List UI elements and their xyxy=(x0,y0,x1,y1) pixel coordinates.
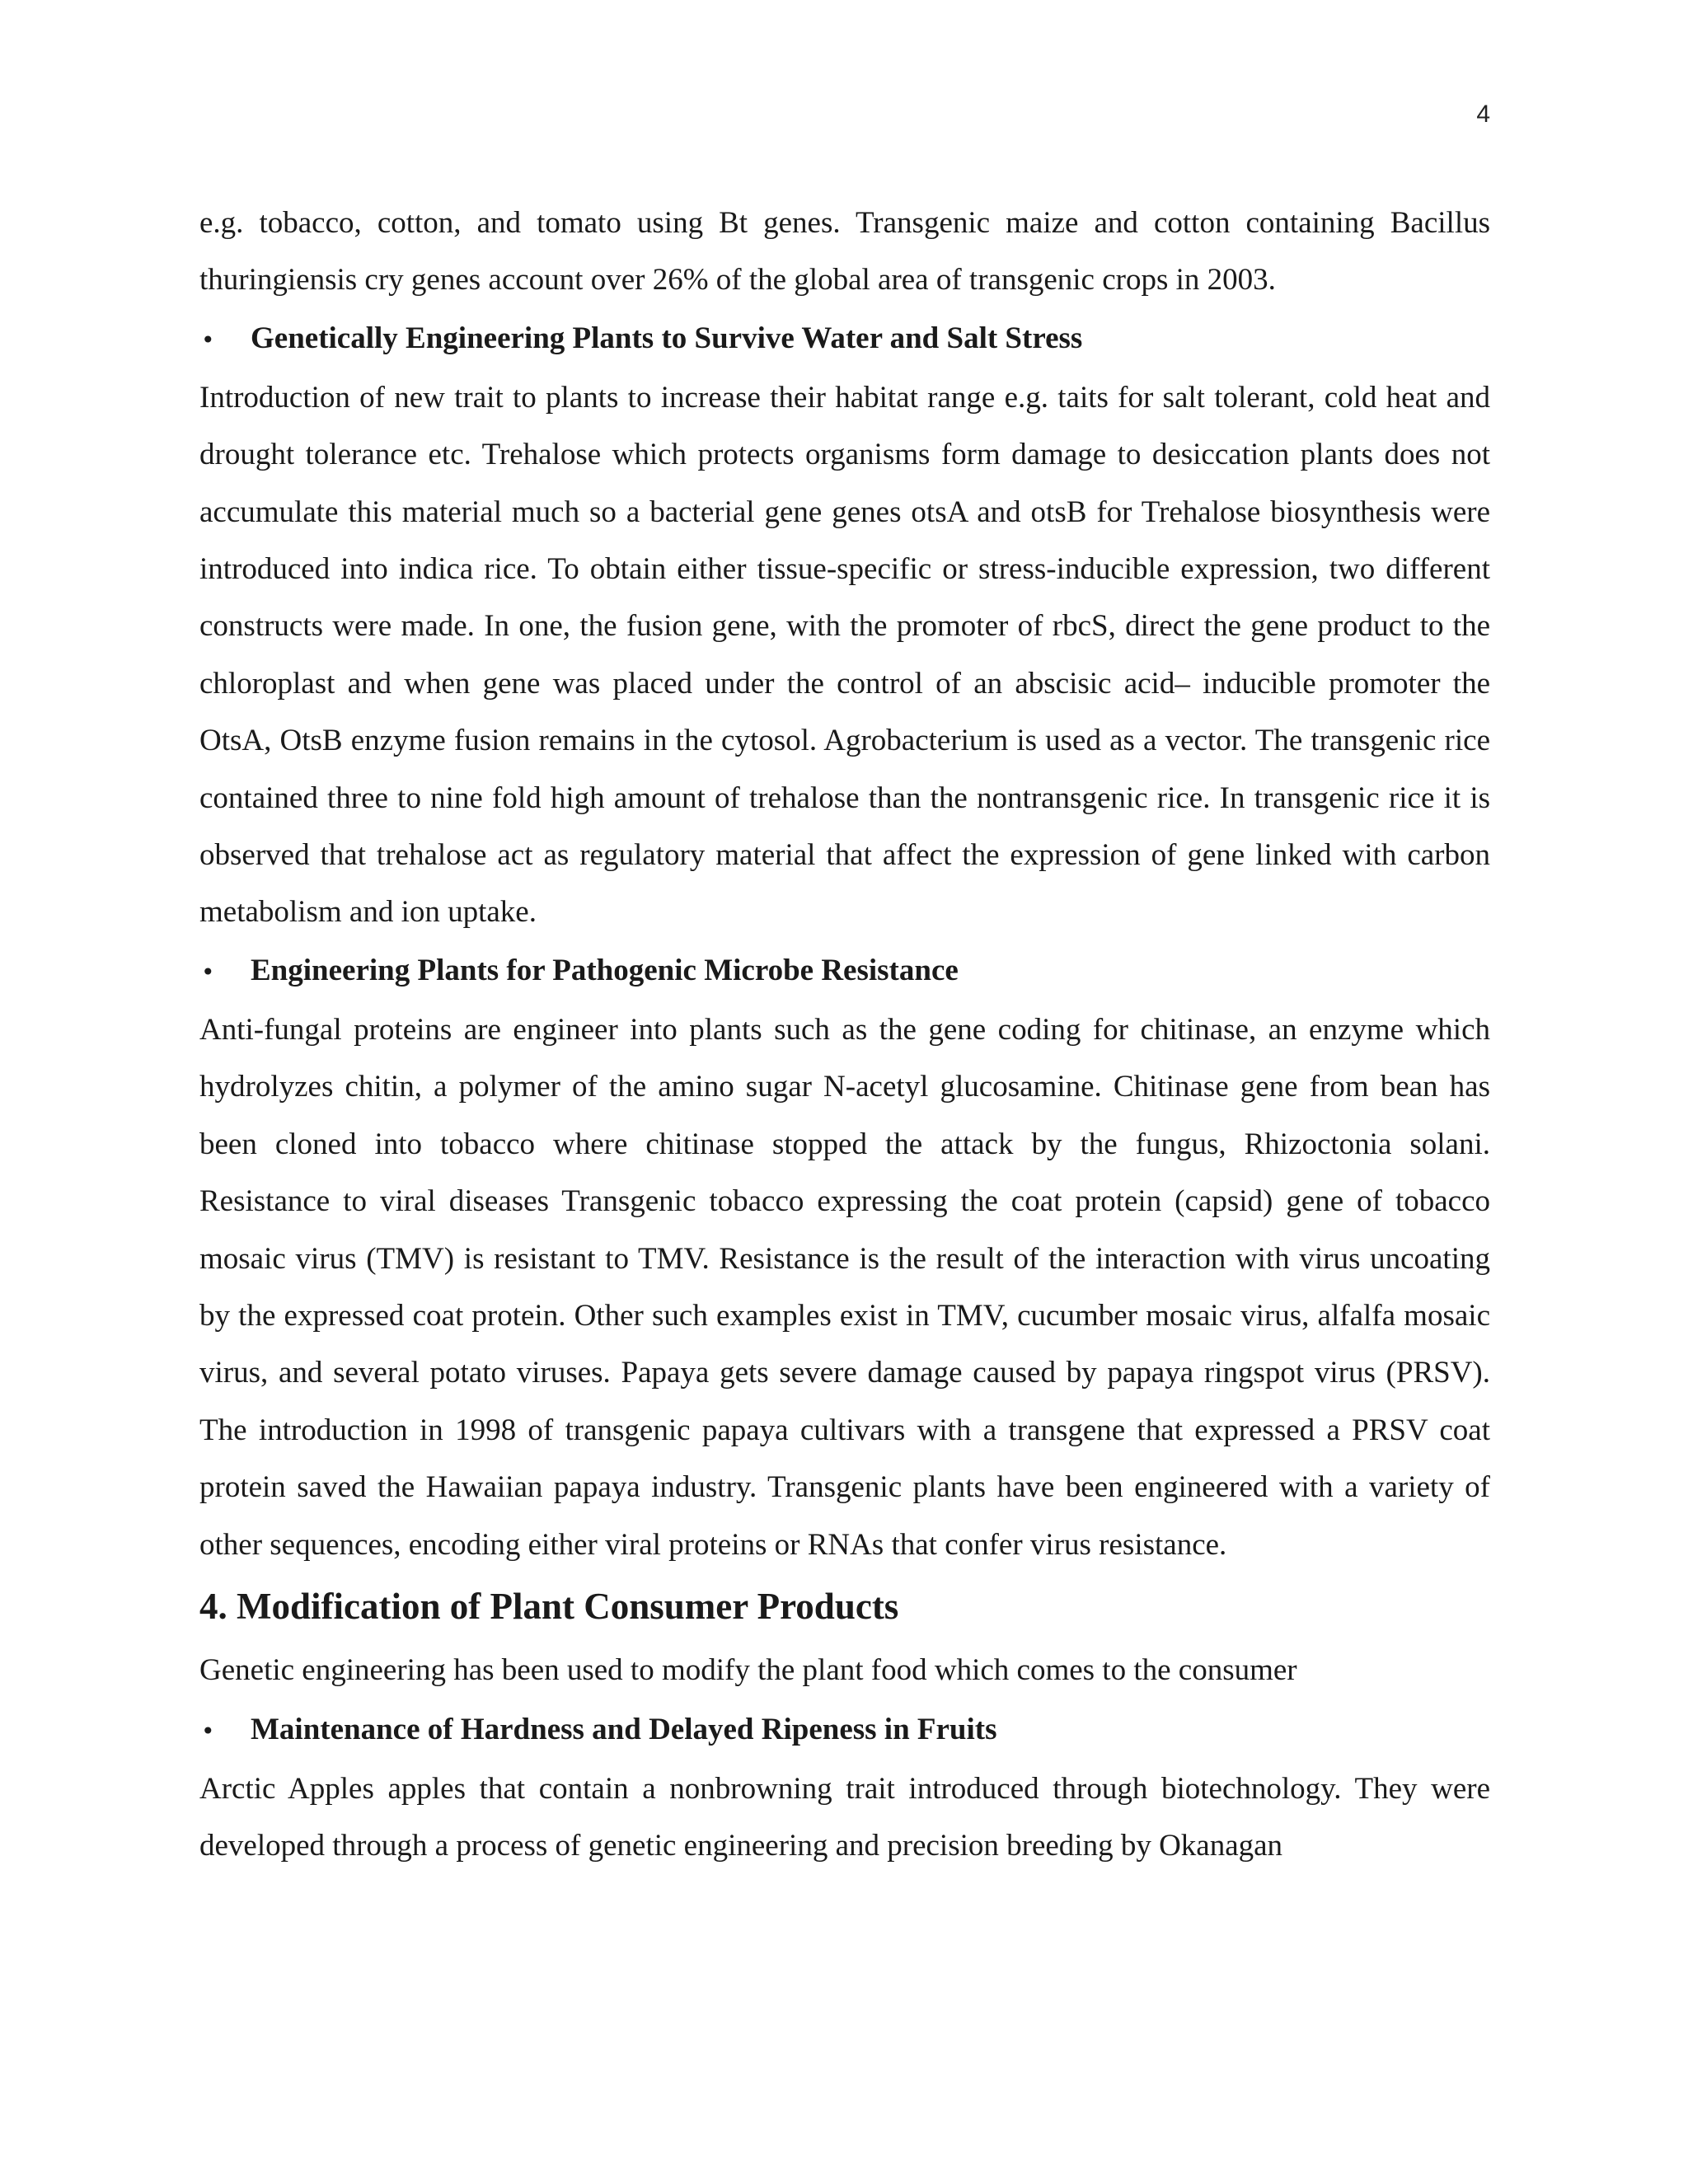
paragraph-pathogen-resistance: Anti-fungal proteins are engineer into plants such as the gene coding for chitinase, an enzyme which hydrolyzes chitin, a polymer of the amino sugar N-acetyl glucosamine. Chitinase gene from bean has been cloned into tobacco where chitinase stopped the attack by the fungus, Rhizoctonia solani. Resistance to viral diseases Transgenic tobacco expressing the coat protein (capsid) gene of tobacco mosaic virus (TMV) is resistant to TMV. Resistance is the result of the interaction with virus uncoating by the expressed coat protein. Other such examples exist in TMV, cucumber mosaic virus, alfalfa mosaic virus, and several potato viruses. Papaya gets severe damage caused by papaya ringspot virus (PRSV). The introduction in 1998 of transgenic papaya cultivars with a transgene that expressed a PRSV coat protein saved the Hawaiian papaya industry. Transgenic plants have been engineered with a variety of other sequences, encoding either viral proteins or RNAs that confer virus resistance. xyxy=(199,1012,1490,1562)
paragraph-section-intro: Genetic engineering has been used to modify the plant food which comes to the consumer xyxy=(199,1652,1297,1687)
bullet-icon: • xyxy=(201,1717,215,1745)
bullet-icon: • xyxy=(201,326,215,354)
bullet-icon: • xyxy=(201,958,215,986)
bullet-heading-label: Maintenance of Hardness and Delayed Ripeness in Fruits xyxy=(251,1712,997,1746)
page-number: 4 xyxy=(1476,101,1490,128)
page-content xyxy=(199,194,1490,1875)
bullet-heading-label: Engineering Plants for Pathogenic Microbe Resistance xyxy=(251,953,959,987)
bullet-heading-water-salt-stress xyxy=(199,309,1490,369)
paragraph-intro: e.g. tobacco, cotton, and tomato using Bt genes. Transgenic maize and cotton containing Bacillus thuringiensis cry genes account over 26% of the global area of transgenic crops in 2003. xyxy=(199,206,1490,298)
section-heading-consumer-products: 4. Modification of Plant Consumer Products xyxy=(199,1585,899,1627)
bullet-heading-pathogen-resistance xyxy=(199,941,1490,1001)
bullet-heading-label: Genetically Engineering Plants to Survive Water and Salt Stress xyxy=(251,321,1083,355)
bullet-heading-delayed-ripeness xyxy=(199,1700,1490,1760)
paragraph-delayed-ripeness: Arctic Apples apples that contain a nonbrowning trait introduced through biotechnology. They were developed through a process of genetic engineering and precision breeding by Okanagan xyxy=(199,1771,1490,1863)
paragraph-water-salt-stress: Introduction of new trait to plants to increase their habitat range e.g. taits for salt tolerant, cold heat and drought tolerance etc. Trehalose which protects organisms form damage to desiccation plants does not accumulate this material much so a bacterial gene genes otsA and otsB for Trehalose biosynthesis were introduced into indica rice. To obtain either tissue-specific or stress-inducible expression, two different constructs were made. In one, the fusion gene, with the promoter of rbcS, direct the gene product to the chloroplast and when gene was placed under the control of an abscisic acid– inducible promoter the OtsA, OtsB enzyme fusion remains in the cytosol. Agrobacterium is used as a vector. The transgenic rice contained three to nine fold high amount of trehalose than the nontransgenic rice. In transgenic rice it is observed that trehalose act as regulatory material that affect the expression of gene linked with carbon metabolism and ion uptake. xyxy=(199,380,1490,930)
